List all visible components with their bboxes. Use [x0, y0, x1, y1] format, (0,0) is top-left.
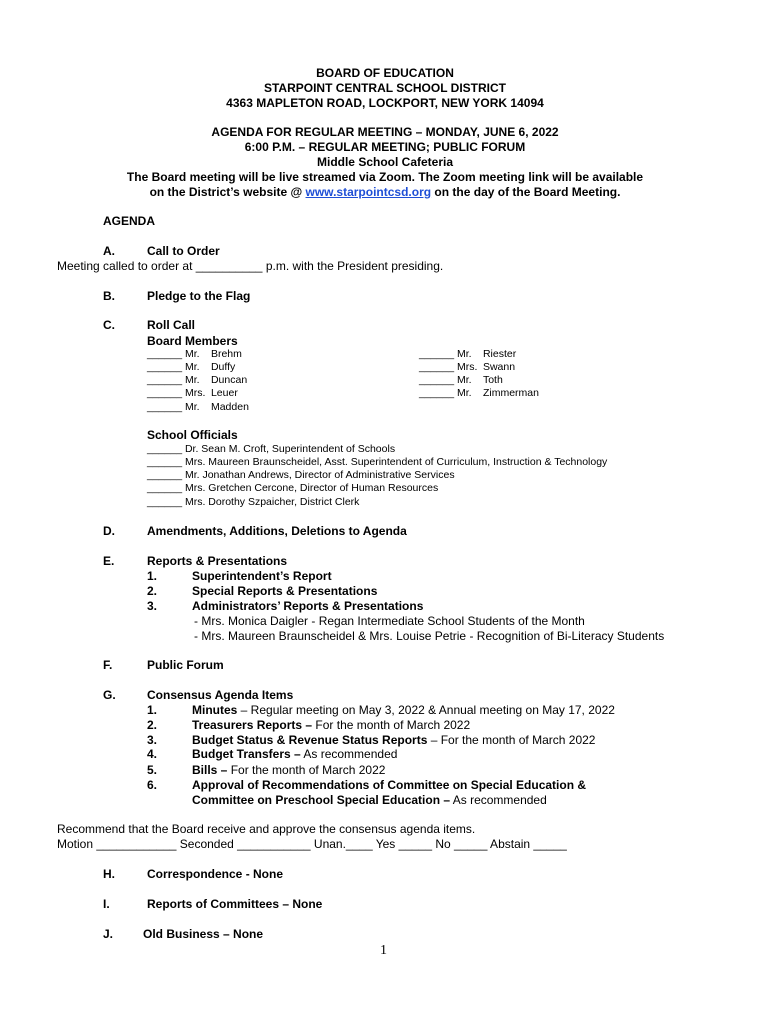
meeting-location: Middle School Cafeteria	[316, 155, 454, 169]
board-member-row: ______ Mr. Duffy	[147, 361, 236, 373]
agenda-heading: AGENDA	[103, 214, 156, 228]
section-b-letter: B.	[103, 289, 115, 303]
board-member-row: ______ Mr. Duncan	[147, 374, 248, 386]
zoom-notice-pre: on the District’s website @	[149, 185, 306, 199]
list-item: Minutes – Regular meeting on May 3, 2022 & Annual meeting on May 17, 2022	[192, 703, 615, 717]
district-address: 4363 MAPLETON ROAD, LOCKPORT, NEW YORK 14094	[226, 96, 544, 110]
section-a-letter: A.	[103, 244, 115, 258]
list-item-num: 1.	[147, 703, 158, 717]
board-member-row: ______ Mr. Madden	[147, 401, 249, 413]
section-j-letter: J.	[103, 927, 114, 941]
list-item-num: 4.	[147, 747, 158, 761]
list-item-num: 3.	[147, 733, 158, 747]
list-item: Budget Transfers – As recommended	[192, 747, 398, 761]
page-number: 1	[380, 943, 387, 958]
section-f-title: Public Forum	[147, 658, 224, 672]
motion-line: Motion ____________ Seconded ___________ Unan.____ Yes _____ No _____ Abstain _____	[57, 837, 567, 851]
board-member-row: ______ Mr. Zimmerman	[419, 387, 539, 399]
meeting-time: 6:00 P.M. – REGULAR MEETING; PUBLIC FORUM	[244, 140, 526, 154]
board-member-row: ______ Mr. Riester	[419, 348, 517, 360]
list-item: Approval of Recommendations of Committee on Special Education &	[192, 778, 587, 792]
board-member-row: ______ Mr. Toth	[419, 374, 503, 386]
board-member-row: ______ Mrs. Swann	[419, 361, 516, 373]
school-officials-label: School Officials	[147, 428, 238, 442]
sub-list-item: - Mrs. Monica Daigler - Regan Intermediate School Students of the Month	[194, 614, 585, 628]
list-item: Special Reports & Presentations	[192, 584, 378, 598]
official-row: ______ Mrs. Maureen Braunscheidel, Asst. Superintendent of Curriculum, Instruction & Technology	[147, 456, 608, 468]
section-c-letter: C.	[103, 318, 115, 332]
section-f-letter: F.	[103, 658, 113, 672]
section-d-title: Amendments, Additions, Deletions to Agenda	[147, 524, 407, 538]
list-item-continuation: Committee on Preschool Special Education – As recommended	[192, 793, 547, 807]
section-d-letter: D.	[103, 524, 115, 538]
list-item: Superintendent’s Report	[192, 569, 332, 583]
section-e-letter: E.	[103, 554, 115, 568]
list-item: Budget Status & Revenue Status Reports – For the month of March 2022	[192, 733, 596, 747]
list-item-num: 2.	[147, 584, 158, 598]
list-item-num: 6.	[147, 778, 158, 792]
section-a-title: Call to Order	[147, 244, 220, 258]
board-member-row: ______ Mr. Brehm	[147, 348, 242, 360]
board-members-label: Board Members	[147, 334, 238, 348]
board-member-row: ______ Mrs. Leuer	[147, 387, 238, 399]
official-row: ______ Dr. Sean M. Croft, Superintendent of Schools	[147, 443, 396, 455]
official-row: ______ Mrs. Gretchen Cercone, Director of Human Resources	[147, 482, 439, 494]
zoom-notice-line1: The Board meeting will be live streamed via Zoom. The Zoom meeting link will be available	[126, 170, 644, 184]
section-c-title: Roll Call	[147, 318, 196, 332]
list-item-num: 2.	[147, 718, 158, 732]
sub-list-item: - Mrs. Maureen Braunscheidel & Mrs. Louise Petrie - Recognition of Bi-Literacy Students	[194, 629, 665, 643]
section-b-title: Pledge to the Flag	[147, 289, 251, 303]
official-row: ______ Mrs. Dorothy Szpaicher, District Clerk	[147, 496, 360, 508]
district-name: STARPOINT CENTRAL SCHOOL DISTRICT	[263, 81, 506, 95]
section-i-letter: I.	[103, 897, 110, 911]
list-item: Administrators’ Reports & Presentations	[192, 599, 424, 613]
list-item: Bills – For the month of March 2022	[192, 763, 386, 777]
section-i-title: Reports of Committees – None	[147, 897, 323, 911]
section-j-title: Old Business – None	[143, 927, 264, 941]
recommend-text: Recommend that the Board receive and approve the consensus agenda items.	[57, 822, 476, 836]
board-title: BOARD OF EDUCATION	[316, 66, 454, 80]
section-h-title: Correspondence - None	[147, 867, 284, 881]
zoom-notice-post: on the day of the Board Meeting.	[431, 185, 621, 199]
list-item: Treasurers Reports – For the month of March 2022	[192, 718, 471, 732]
list-item-num: 5.	[147, 763, 158, 777]
official-row: ______ Mr. Jonathan Andrews, Director of Administrative Services	[147, 469, 455, 481]
list-item-num: 1.	[147, 569, 158, 583]
section-g-title: Consensus Agenda Items	[147, 688, 294, 702]
list-item-num: 3.	[147, 599, 158, 613]
section-g-letter: G.	[103, 688, 116, 702]
meeting-title: AGENDA FOR REGULAR MEETING – MONDAY, JUNE 6, 2022	[211, 125, 559, 139]
call-to-order-note: Meeting called to order at __________ p.m. with the President presiding.	[57, 259, 444, 273]
district-website-link[interactable]: www.starpointcsd.org	[305, 185, 432, 199]
zoom-notice-line2	[0, 185, 770, 200]
section-e-title: Reports & Presentations	[147, 554, 288, 568]
section-h-letter: H.	[103, 867, 115, 881]
